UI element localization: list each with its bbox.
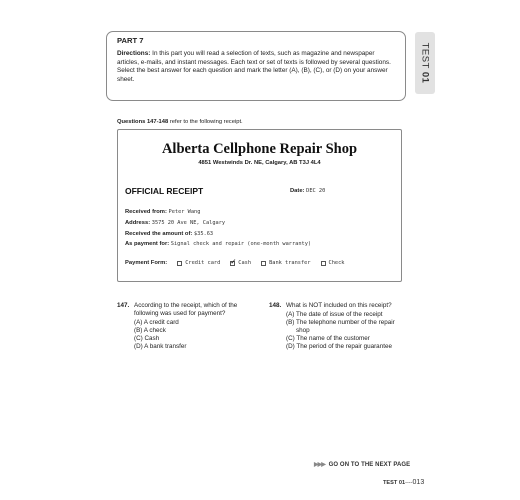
footer-dashes: ----: [405, 480, 413, 486]
date-label: Date:: [290, 188, 305, 194]
field-address: [125, 220, 225, 226]
payment-form-row: [125, 260, 344, 266]
test-side-tab: [415, 32, 435, 94]
shop-name: Alberta Cellphone Repair Shop: [161, 141, 358, 157]
payment-option-label: Check: [328, 260, 345, 266]
page-footer: [383, 479, 424, 486]
question-stem: What is NOT included on this receipt?: [286, 302, 392, 309]
payment-option-label: Bank transfer: [269, 260, 311, 266]
answer-option-a[interactable]: (A) A credit card: [134, 319, 179, 326]
directions-text: [117, 50, 397, 84]
checkbox-icon: [321, 261, 326, 266]
date-value: DEC 20: [306, 188, 326, 194]
payment-option-label: Credit card: [185, 260, 221, 266]
questions-ref-text: refer to the following receipt.: [168, 119, 243, 125]
field-value: 3575 20 Ave NE, Calgary: [151, 220, 226, 226]
answer-option-d[interactable]: (D) A bank transfer: [134, 343, 187, 350]
answer-option-c[interactable]: (C) Cash: [134, 335, 160, 342]
field-label: Received from:: [125, 209, 167, 215]
payment-option-check: [321, 260, 345, 266]
question-number: 147.: [117, 302, 130, 309]
payment-option-credit-card: [177, 260, 220, 266]
shop-address: 4851 Westwinds Dr. NE, Calgary, AB T3J 4L4: [198, 160, 321, 166]
checkbox-icon: [177, 261, 182, 266]
field-payment-for: [125, 241, 311, 247]
page-number: 013: [412, 479, 425, 486]
directions-body: In this part you will read a selection of texts, such as magazine and newspaper articles, e-mails, and instant messages. Each text or set of texts is followed by several questions. Select the best answer for each question and mark the letter (A), (B), (C), or (D) on your answer sheet.: [117, 50, 391, 83]
payment-form-label: Payment Form:: [125, 260, 168, 266]
field-label: Address:: [125, 220, 151, 226]
directions-label: Directions:: [117, 50, 151, 58]
go-on-text: GO ON TO THE NEXT PAGE: [328, 462, 411, 468]
questions-reference: [117, 119, 243, 125]
question-stem: According to the receipt, which of the following was used for payment?: [134, 302, 238, 317]
checkbox-icon: [261, 261, 266, 266]
questions-range: Questions 147-148: [117, 119, 169, 125]
answer-option-b[interactable]: (B) The telephone number of the repair shop: [286, 319, 395, 334]
question-number: 148.: [269, 302, 282, 309]
footer-test-label: TEST 01: [383, 480, 406, 486]
payment-option-bank-transfer: [261, 260, 310, 266]
checked-checkbox-icon: [230, 261, 235, 266]
receipt: [117, 129, 402, 282]
arrow-right-icon: ▶▶▶: [314, 462, 325, 468]
test-tab-number: 01: [419, 71, 431, 84]
receipt-date: [290, 188, 325, 194]
part-title: PART 7: [117, 36, 144, 45]
field-amount: [125, 231, 213, 237]
field-received-from: [125, 209, 200, 215]
field-label: As payment for:: [125, 241, 170, 247]
payment-option-cash: [230, 260, 251, 266]
answer-option-b[interactable]: (B) A check: [134, 327, 166, 334]
receipt-heading: OFFICIAL RECEIPT: [125, 186, 204, 196]
question-148: [269, 302, 409, 351]
answer-option-a[interactable]: (A) The date of issue of the receipt: [286, 311, 383, 318]
field-value: Signal check and repair (one-month warranty): [170, 241, 312, 247]
payment-option-label: Cash: [238, 260, 252, 266]
question-147: [117, 302, 257, 351]
field-value: $35.63: [193, 231, 214, 237]
test-side-tab-label: [420, 43, 431, 84]
field-label: Received the amount of:: [125, 231, 193, 237]
field-value: Peter Wang: [168, 209, 201, 215]
answer-option-c[interactable]: (C) The name of the customer: [286, 335, 370, 342]
test-tab-prefix: TEST: [419, 42, 431, 69]
answer-option-d[interactable]: (D) The period of the repair guarantee: [286, 343, 392, 350]
go-on-next-page: [314, 461, 410, 468]
directions-box: [106, 31, 406, 101]
